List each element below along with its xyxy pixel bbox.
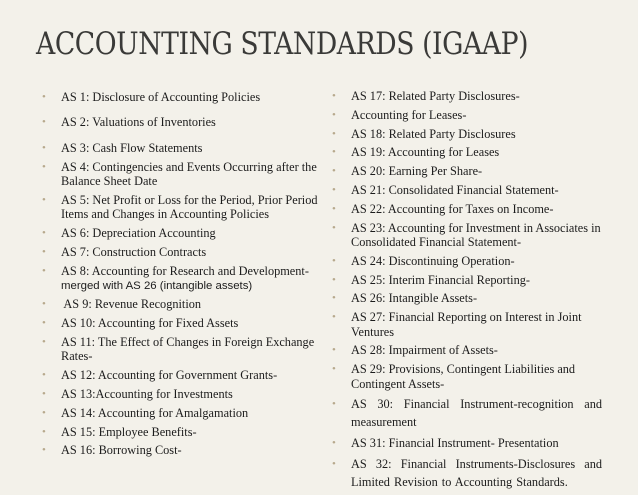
list-item: • AS 26: Intangible Assets- <box>330 291 602 305</box>
list-item: • AS 10: Accounting for Fixed Assets <box>40 316 320 330</box>
list-item: • AS 6: Depreciation Accounting <box>40 226 320 240</box>
list-item: • AS 16: Borrowing Cost- <box>40 443 320 457</box>
list-item: • AS 19: Accounting for Leases <box>330 145 602 159</box>
list-item: • AS 27: Financial Reporting on Interest in Joint Ventures <box>330 310 602 339</box>
list-item: • AS 18: Related Party Disclosures <box>330 127 602 141</box>
list-item: • AS 11: The Effect of Changes in Foreign Exchange Rates- <box>40 335 320 364</box>
list-item: • AS 22: Accounting for Taxes on Income- <box>330 202 602 216</box>
list-item: • AS 1: Disclosure of Accounting Policies <box>40 90 320 104</box>
list-item: • AS 17: Related Party Disclosures- <box>330 89 602 103</box>
list-item: • AS 25: Interim Financial Reporting- <box>330 273 602 287</box>
list-item: • AS 28: Impairment of Assets- <box>330 343 602 357</box>
list-item: • AS 24: Discontinuing Operation- <box>330 254 602 268</box>
list-item: • AS 5: Net Profit or Loss for the Period, Prior Period Items and Changes in Accounting Policies <box>40 193 320 222</box>
list-item: • AS 8: Accounting for Research and Development- merged with AS 26 (intangible assets) <box>40 264 320 294</box>
list-item: • AS 15: Employee Benefits- <box>40 425 320 439</box>
list-item: • AS 32: Financial Instruments-Disclosures and Limited Revision to Accounting Standards. <box>330 455 602 491</box>
list-item: • AS 12: Accounting for Government Grants- <box>40 368 320 382</box>
list-item: • AS 21: Consolidated Financial Statement- <box>330 183 602 197</box>
list-item: • AS 31: Financial Instrument- Presentation <box>330 436 602 450</box>
list-item: • AS 2: Valuations of Inventories <box>40 115 320 129</box>
list-item-note: merged with AS 26 (intangible assets) <box>61 280 253 293</box>
slide-title: ACCOUNTING STANDARDS (IGAAP) <box>36 26 529 62</box>
list-item: • AS 30: Financial Instrument-recognition and measurement <box>330 395 602 431</box>
list-item: • AS 4: Contingencies and Events Occurring after the Balance Sheet Date <box>40 160 320 189</box>
list-item: • AS 9: Revenue Recognition <box>40 297 320 311</box>
list-item: • AS 14: Accounting for Amalgamation <box>40 406 320 420</box>
list-item: • AS 23: Accounting for Investment in Associates in Consolidated Financial Statement- <box>330 221 602 250</box>
list-item: • AS 7: Construction Contracts <box>40 245 320 259</box>
list-item: • Accounting for Leases- <box>330 108 602 122</box>
list-item: • AS 29: Provisions, Contingent Liabilities and Contingent Assets- <box>330 362 602 391</box>
list-item: • AS 13:Accounting for Investments <box>40 387 320 401</box>
left-standards-list <box>40 90 320 462</box>
right-standards-list <box>330 89 602 495</box>
list-item: • AS 3: Cash Flow Statements <box>40 141 320 155</box>
list-item: • AS 20: Earning Per Share- <box>330 164 602 178</box>
